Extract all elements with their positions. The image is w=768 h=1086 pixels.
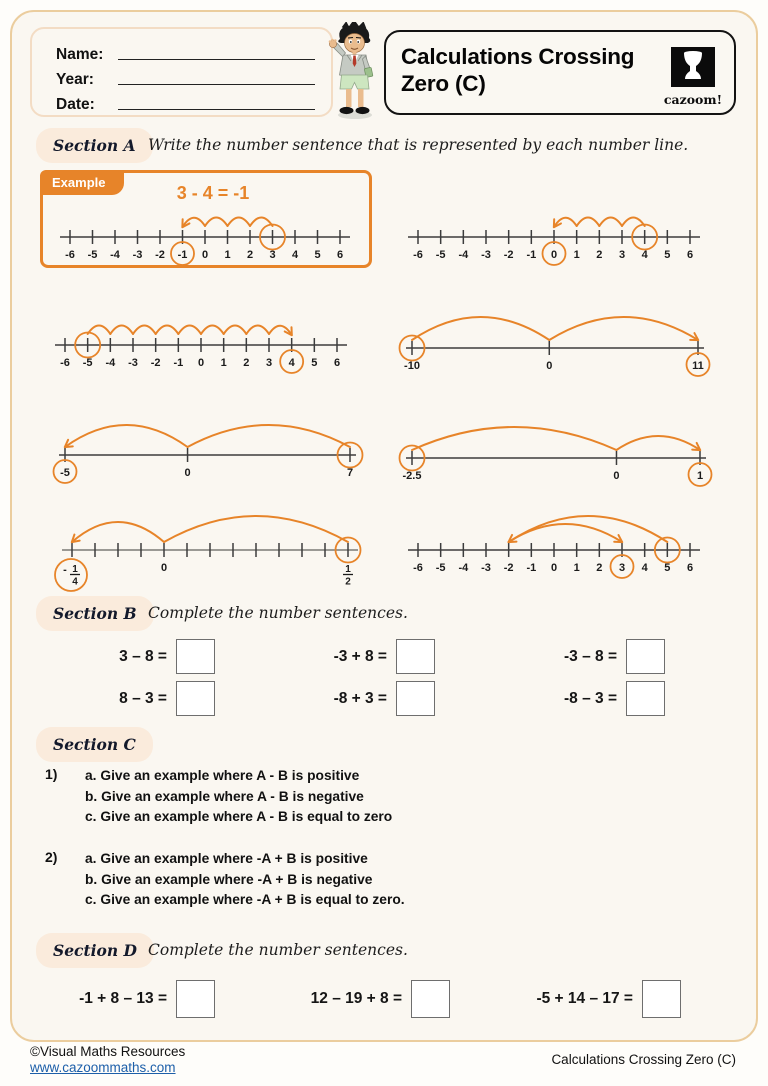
equation-b1-label: 3 – 8 = <box>119 647 167 665</box>
svg-text:2: 2 <box>345 576 351 588</box>
section-a-header: Section A <box>36 128 153 163</box>
footer-website-link[interactable]: www.cazoommaths.com <box>30 1060 176 1075</box>
equation-b4-label: 8 – 3 = <box>119 689 167 707</box>
equation-d3-answer-box[interactable] <box>642 980 681 1018</box>
section-b-header: Section B <box>36 596 154 631</box>
section-d-header: Section D <box>36 933 154 968</box>
question-1a: a. Give an example where A - B is positive <box>85 768 360 783</box>
equation-d1 <box>62 980 215 1018</box>
svg-text:-3: -3 <box>128 357 138 369</box>
equation-b3-answer-box[interactable] <box>626 639 665 674</box>
svg-text:-5: -5 <box>87 249 98 261</box>
cazoom-logo <box>662 47 724 107</box>
equation-b2-label: -3 + 8 = <box>333 647 387 665</box>
section-c-header: Section C <box>36 727 153 762</box>
name-label: Name: <box>56 46 104 63</box>
svg-text:2: 2 <box>596 249 603 261</box>
equation-b3-label: -3 – 8 = <box>564 647 617 665</box>
svg-text:7: 7 <box>346 467 354 479</box>
equation-b4-answer-box[interactable] <box>176 681 215 716</box>
equation-b2-answer-box[interactable] <box>396 639 435 674</box>
equation-b1 <box>95 639 215 674</box>
svg-text:3: 3 <box>265 357 273 369</box>
svg-text:-6: -6 <box>60 357 70 369</box>
svg-text:0: 0 <box>546 360 553 372</box>
date-label: Date: <box>56 96 95 113</box>
equation-b3 <box>545 639 665 674</box>
year-label: Year: <box>56 71 94 88</box>
svg-text:-2: -2 <box>155 249 165 261</box>
section-c-question-2 <box>45 849 405 911</box>
equation-b5-answer-box[interactable] <box>396 681 435 716</box>
year-input-line[interactable] <box>118 84 315 85</box>
svg-text:11: 11 <box>692 360 704 372</box>
question-1c: c. Give an example where A - B is equal to zero <box>85 809 393 825</box>
svg-text:5: 5 <box>664 249 671 261</box>
svg-text:-3: -3 <box>132 249 143 261</box>
svg-text:0: 0 <box>550 249 558 261</box>
equation-d1-answer-box[interactable] <box>176 980 215 1018</box>
svg-text:-2: -2 <box>503 249 514 261</box>
svg-text:6: 6 <box>686 249 694 261</box>
svg-text:1: 1 <box>224 249 231 261</box>
year-field-row <box>56 64 315 89</box>
equation-d1-label: -1 + 8 – 13 = <box>79 990 167 1007</box>
section-b-instruction: Complete the number sentences. <box>148 604 408 622</box>
svg-text:3: 3 <box>269 249 276 261</box>
svg-text:1: 1 <box>573 249 580 261</box>
svg-text:-3: -3 <box>481 249 491 261</box>
svg-text:-1: -1 <box>526 562 537 574</box>
equation-b6 <box>545 681 665 716</box>
date-field-row <box>56 89 315 114</box>
svg-text:-1: -1 <box>526 249 537 261</box>
svg-text:6: 6 <box>686 562 694 574</box>
svg-text:-1: -1 <box>173 357 184 369</box>
svg-text:5: 5 <box>314 249 321 261</box>
svg-text:-10: -10 <box>404 360 420 372</box>
svg-text:0: 0 <box>613 470 620 482</box>
svg-text:6: 6 <box>333 357 341 369</box>
equation-b4 <box>95 681 215 716</box>
svg-text:4: 4 <box>288 357 295 369</box>
name-input-line[interactable] <box>118 59 315 60</box>
svg-text:-4: -4 <box>110 249 120 261</box>
svg-text:-5: -5 <box>435 562 446 574</box>
equation-b5 <box>315 681 435 716</box>
svg-text:4: 4 <box>641 562 648 574</box>
svg-text:4: 4 <box>291 249 299 261</box>
equation-b1-answer-box[interactable] <box>176 639 215 674</box>
equation-d3-label: -5 + 14 – 17 = <box>536 990 633 1007</box>
equation-d2-label: 12 – 19 + 8 = <box>310 990 402 1007</box>
svg-text:-5: -5 <box>435 249 446 261</box>
svg-text:3: 3 <box>618 562 626 574</box>
svg-text:-4: -4 <box>458 249 469 261</box>
question-2-number: 2) <box>45 849 58 865</box>
section-a-instruction: Write the number sentence that is represented by each number line. <box>148 136 689 154</box>
svg-text:-6: -6 <box>413 562 423 574</box>
svg-text:0: 0 <box>197 357 205 369</box>
question-2c: c. Give an example where -A + B is equal to zero. <box>85 892 405 908</box>
student-info-box <box>30 27 333 117</box>
svg-text:-2.5: -2.5 <box>402 470 422 482</box>
equation-b6-label: -8 – 3 = <box>564 689 617 707</box>
svg-text:2: 2 <box>243 357 250 369</box>
svg-text:6: 6 <box>336 249 344 261</box>
name-field-row <box>56 39 315 64</box>
svg-text:5: 5 <box>311 357 318 369</box>
section-c-question-1 <box>45 766 392 828</box>
page-title: Calculations Crossing Zero (C) <box>401 44 635 97</box>
equation-b5-label: -8 + 3 = <box>333 689 387 707</box>
svg-text:-5: -5 <box>60 467 70 479</box>
svg-text:-1: -1 <box>177 249 188 261</box>
svg-text:-4: -4 <box>458 562 469 574</box>
svg-text:-2: -2 <box>150 357 161 369</box>
equation-d2 <box>297 980 450 1018</box>
equation-d2-answer-box[interactable] <box>411 980 450 1018</box>
title-box <box>384 30 736 115</box>
svg-text:0: 0 <box>160 562 168 574</box>
student-character-illustration <box>317 22 391 121</box>
equation-b6-answer-box[interactable] <box>626 681 665 716</box>
svg-text:0: 0 <box>201 249 209 261</box>
date-input-line[interactable] <box>118 109 315 110</box>
footer-copyright: ©Visual Maths Resources <box>30 1044 186 1059</box>
cazoom-logo-text: cazoom! <box>663 92 723 107</box>
question-2b: b. Give an example where -A + B is negative <box>85 871 373 887</box>
svg-text:-6: -6 <box>65 249 75 261</box>
svg-text:1: 1 <box>345 564 351 575</box>
svg-text:2: 2 <box>596 562 603 574</box>
svg-text:4: 4 <box>641 249 648 261</box>
svg-text:0: 0 <box>550 562 558 574</box>
svg-text:1: 1 <box>573 562 580 574</box>
svg-text:-4: -4 <box>105 357 116 369</box>
question-2a: a. Give an example where -A + B is positive <box>85 851 368 866</box>
question-1b: b. Give an example where A - B is negative <box>85 788 364 804</box>
question-1-number: 1) <box>45 766 58 782</box>
svg-text:1: 1 <box>696 470 704 482</box>
svg-text:-5: -5 <box>82 357 93 369</box>
svg-text:3: 3 <box>618 249 626 261</box>
section-d-instruction: Complete the number sentences. <box>148 941 408 959</box>
svg-text:-3: -3 <box>481 562 491 574</box>
svg-text:4: 4 <box>72 576 78 588</box>
cazoom-drum-icon <box>671 47 715 87</box>
svg-text:1: 1 <box>220 357 227 369</box>
equation-d3 <box>528 980 681 1018</box>
footer-left <box>30 1044 185 1076</box>
footer-doc-title: Calculations Crossing Zero (C) <box>551 1052 736 1067</box>
equation-b2 <box>315 639 435 674</box>
svg-text:2: 2 <box>246 249 254 261</box>
example-tab: Example <box>40 170 124 195</box>
svg-text:5: 5 <box>664 562 671 574</box>
svg-text:1: 1 <box>72 564 78 575</box>
svg-text:-6: -6 <box>413 249 423 261</box>
svg-text:-: - <box>63 564 67 576</box>
example-equation: 3 - 4 = -1 <box>176 183 250 203</box>
svg-text:0: 0 <box>184 467 191 479</box>
svg-text:-2: -2 <box>503 562 514 574</box>
